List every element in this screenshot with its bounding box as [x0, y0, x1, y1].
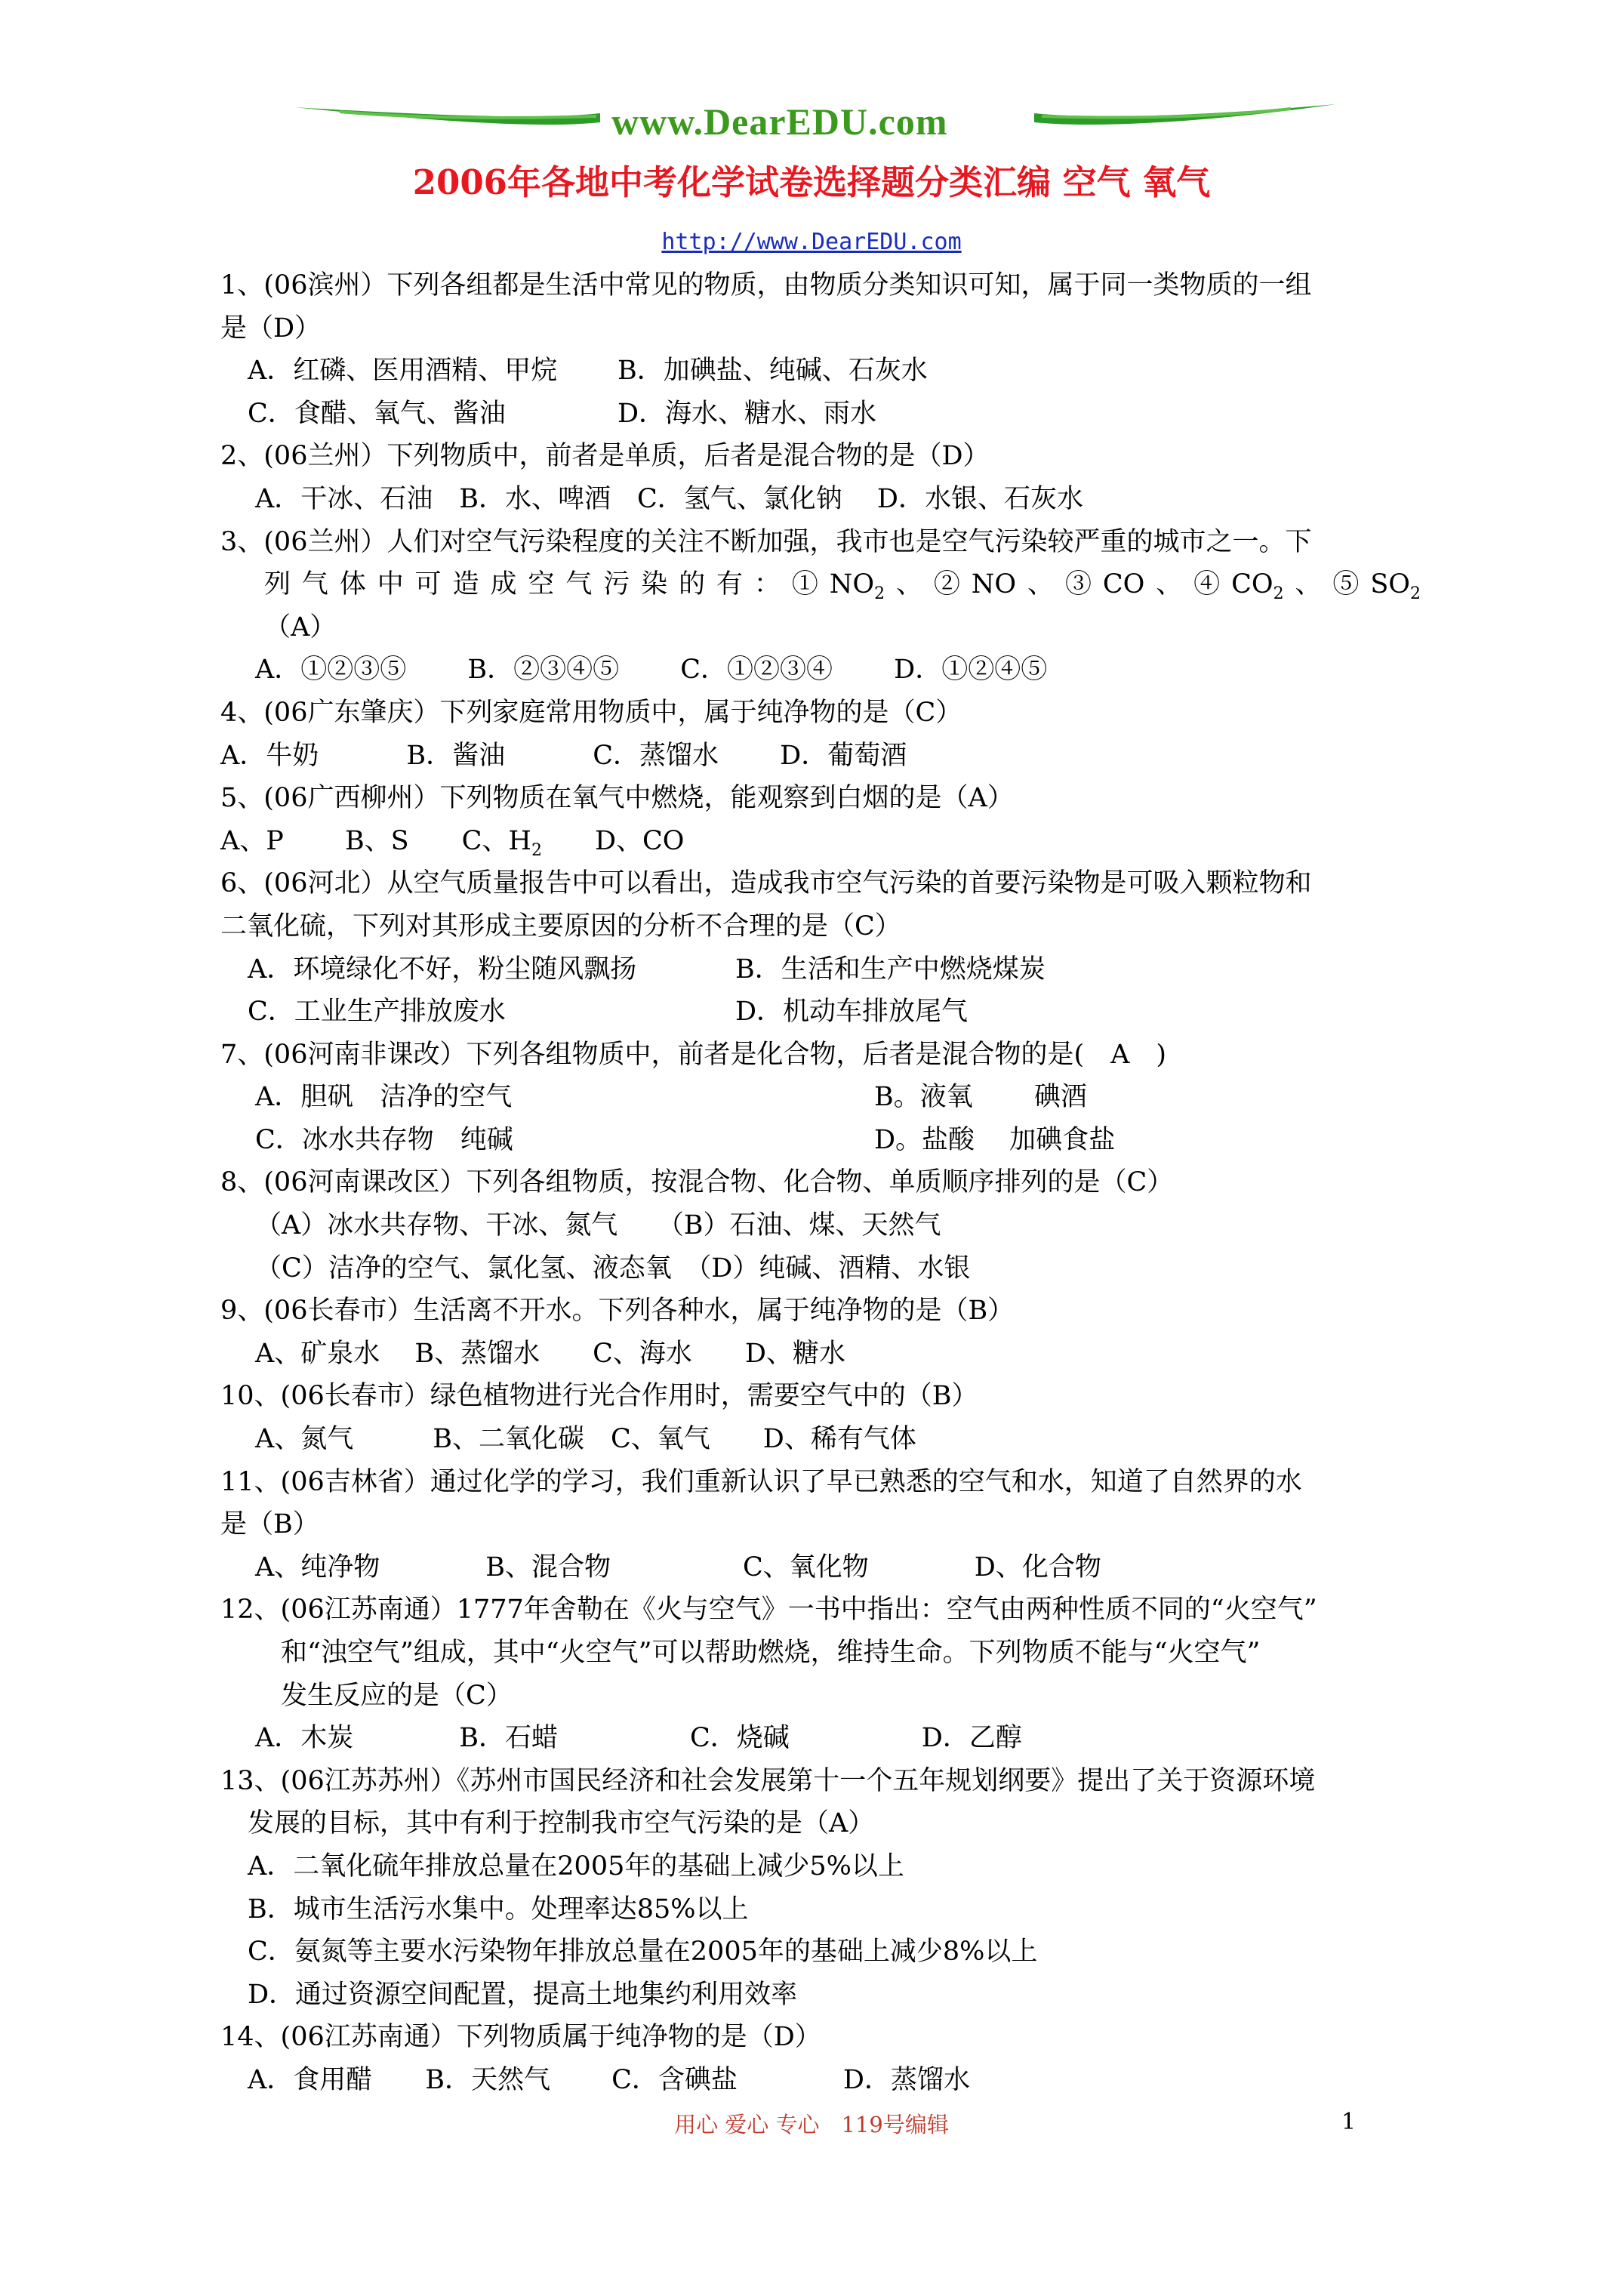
text-fragment: 列气体中可造成空气污染的有：①NO — [264, 569, 875, 600]
question-11-options: A、纯净物 B、混合物 C、氧化物 D、化合物 — [255, 1552, 1101, 1583]
question-4-options: A．牛奶 B．酱油 C．蒸馏水 D．葡萄酒 — [220, 740, 907, 771]
subscript: 2 — [1273, 584, 1284, 604]
question-1-stem: 1、(06滨州）下列各组都是生活中常见的物质，由物质分类知识可知，属于同一类物质的一组 — [220, 270, 1312, 300]
option: D．机动车排放尾气 — [735, 997, 969, 1028]
subscript: 2 — [531, 840, 542, 860]
question-7-stem: 7、(06河南非课改）下列各组物质中，前者是化合物，后者是混合物的是( A ) — [220, 1039, 1167, 1070]
text-fragment: 、②NO、③CO、④CO — [885, 569, 1273, 600]
question-13-stem: 13、(06江苏苏州）《苏州市国民经济和社会发展第十一个五年规划纲要》提出了关于资源环境 — [220, 1765, 1316, 1796]
text-fragment: 、⑤SO — [1283, 569, 1410, 600]
question-12-stem-cont: 和“浊空气”组成，其中“火空气”可以帮助燃烧，维持生命。下列物质不能与“火空气” — [281, 1638, 1261, 1668]
question-3-answer: （A） — [264, 612, 337, 643]
option: C．食醋、氧气、酱油 — [248, 398, 506, 429]
question-13-option-c: C．氨氮等主要水污染物年排放总量在2005年的基础上减少8%以上 — [248, 1937, 1038, 1968]
option: B。液氧 碘酒 — [874, 1082, 1087, 1113]
option: A．红磷、医用酒精、甲烷 — [248, 356, 558, 387]
question-13-stem-cont: 发展的目标，其中有利于控制我市空气污染的是（A） — [248, 1808, 875, 1839]
question-8-options-row1: （A）冰水共存物、干冰、氮气 （B）石油、煤、天然气 — [255, 1210, 941, 1241]
question-11-stem: 11、(06吉林省）通过化学的学习，我们重新认识了早已熟悉的空气和水，知道了自然界的水 — [220, 1466, 1302, 1497]
question-7-options-row1 — [220, 1076, 1421, 1119]
question-7-options-row2 — [220, 1119, 1421, 1162]
question-5-stem: 5、(06广西柳州）下列物质在氧气中燃烧，能观察到白烟的是（A） — [220, 783, 1014, 814]
text-fragment: D、CO — [541, 825, 685, 856]
question-12-stem: 12、(06江苏南通）1777年舍勒在《火与空气》一书中指出：空气由两种性质不同的“火空气” — [220, 1595, 1317, 1626]
question-12-answer: 发生反应的是（C） — [281, 1680, 513, 1711]
question-6-stem-cont: 二氧化硫，下列对其形成主要原因的分析不合理的是（C） — [220, 911, 901, 942]
question-14-options: A．食用醋 B．天然气 C．含碘盐 D．蒸馏水 — [248, 2064, 970, 2095]
question-1-options-row2 — [220, 393, 1421, 436]
question-6-options-row1 — [220, 948, 1421, 991]
page-footer: 用心 爱心 专心 119号编辑 — [674, 2112, 949, 2137]
question-9-stem: 9、(06长春市）生活离不开水。下列各种水，属于纯净物的是（B） — [220, 1296, 1015, 1327]
question-3-stem-cont — [220, 563, 1421, 606]
question-12-options: A．木炭 B．石蜡 C．烧碱 D．乙醇 — [255, 1723, 1022, 1754]
text-fragment: A、P B、S C、H — [220, 825, 531, 856]
question-2-options: A．干冰、石油 B．水、啤酒 C．氢气、氯化钠 D．水银、石灰水 — [255, 483, 1083, 514]
question-4-stem: 4、(06广东肇庆）下列家庭常用物质中，属于纯净物的是（C） — [220, 697, 962, 728]
option: B．生活和生产中燃烧煤炭 — [735, 954, 1046, 985]
option: C．工业生产排放废水 — [248, 997, 506, 1028]
option: A．胆矾 洁净的空气 — [255, 1082, 513, 1113]
subscript: 2 — [874, 584, 885, 604]
question-9-options: A、矿泉水 B、蒸馏水 C、海水 D、糖水 — [255, 1338, 845, 1369]
question-list — [220, 264, 1421, 2102]
option: A．环境绿化不好，粉尘随风飘扬 — [248, 954, 637, 985]
subscript: 2 — [1410, 584, 1421, 604]
option: D。盐酸 加碘食盐 — [874, 1124, 1116, 1155]
question-1-options-row1 — [220, 350, 1421, 393]
question-8-stem: 8、(06河南课改区）下列各组物质，按混合物、化合物、单质顺序排列的是（C） — [220, 1167, 1174, 1198]
site-logo-text: www.DearEDU.com — [611, 100, 948, 143]
site-url-link[interactable]: http://www.DearEDU.com — [661, 229, 962, 255]
option: D．海水、糖水、雨水 — [617, 398, 877, 429]
question-8-options-row2: （C）洁净的空气、氯化氢、液态氧 （D）纯碱、酒精、水银 — [255, 1253, 971, 1284]
option: C．冰水共存物 纯碱 — [255, 1124, 513, 1155]
option: B．加碘盐、纯碱、石灰水 — [617, 356, 928, 387]
question-1-answer: 是（D） — [220, 313, 322, 344]
question-13-option-a: A．二氧化硫年排放总量在2005年的基础上减少5%以上 — [248, 1851, 904, 1881]
question-10-options: A、氮气 B、二氧化碳 C、氧气 D、稀有气体 — [255, 1424, 916, 1455]
question-13-option-b: B．城市生活污水集中。处理率达85%以上 — [248, 1894, 749, 1925]
question-6-options-row2 — [220, 991, 1421, 1034]
question-14-stem: 14、(06江苏南通）下列物质属于纯净物的是（D） — [220, 2022, 821, 2053]
page-title: 2006年各地中考化学试卷选择题分类汇编 空气 氧气 — [412, 162, 1211, 202]
question-6-stem: 6、(06河北）从空气质量报告中可以看出，造成我市空气污染的首要污染物是可吸入颗粒物和 — [220, 868, 1312, 899]
page-number: 1 — [1341, 2109, 1357, 2135]
question-5-options — [220, 820, 1421, 863]
question-10-stem: 10、(06长春市）绿色植物进行光合作用时，需要空气中的（B） — [220, 1381, 978, 1412]
question-2-stem: 2、(06兰州）下列物质中，前者是单质，后者是混合物的是（D） — [220, 441, 990, 472]
question-3-options: A．①②③⑤ B．②③④⑤ C．①②③④ D．①②④⑤ — [255, 655, 1048, 686]
question-3-stem: 3、(06兰州）人们对空气污染程度的关注不断加强，我市也是空气污染较严重的城市之一。下 — [220, 526, 1312, 557]
question-11-answer: 是（B） — [220, 1509, 319, 1540]
question-13-option-d: D．通过资源空间配置，提高土地集约利用效率 — [248, 1979, 798, 2010]
